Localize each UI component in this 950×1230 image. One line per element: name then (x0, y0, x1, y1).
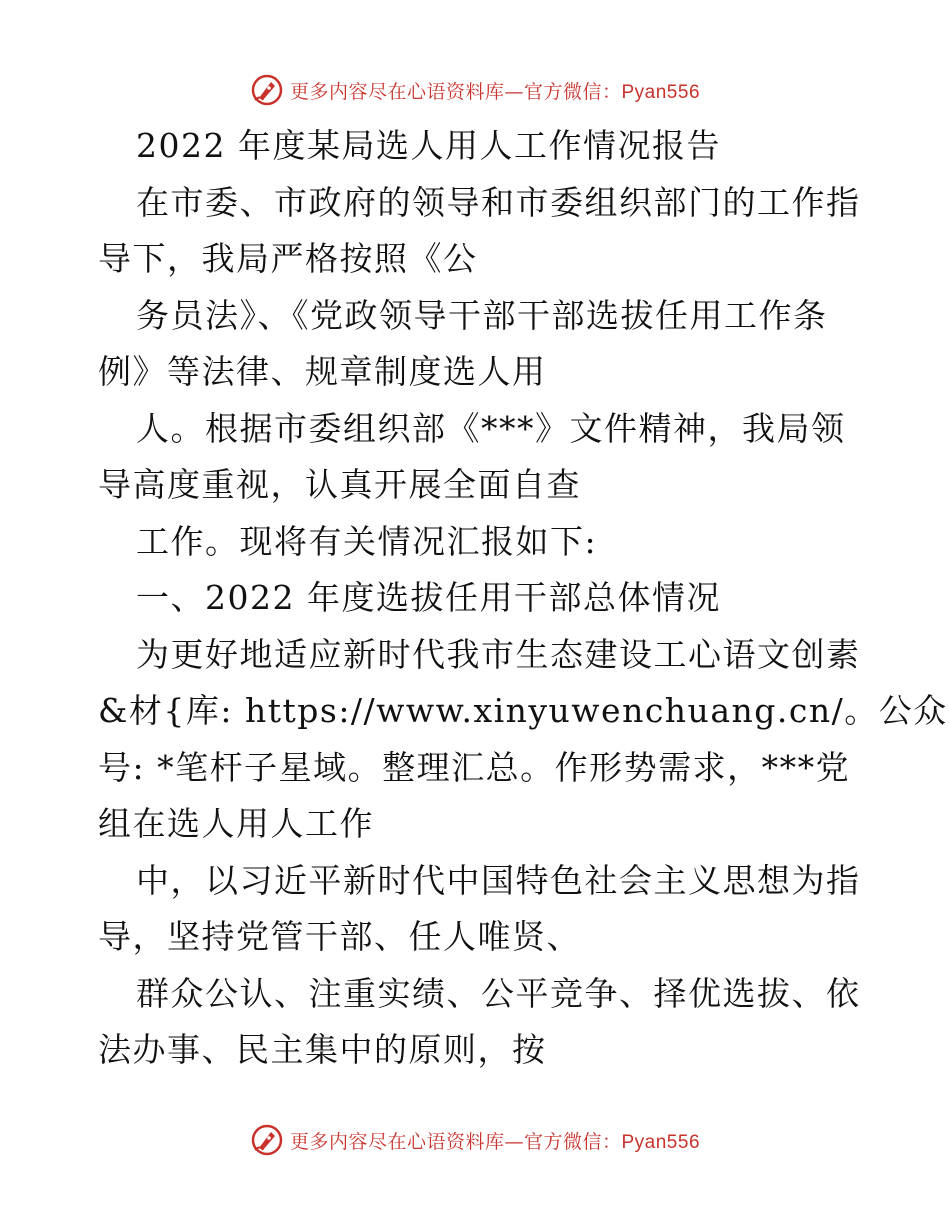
document-line: 在市委、市政府的领导和市委组织部门的工作指 (136, 182, 861, 222)
document-line: 例》等法律、规章制度选人用 (98, 352, 547, 391)
document-line: 组在选人用人工作 (98, 804, 374, 843)
document-line: 人。根据市委组织部《***》文件精神，我局领 (136, 408, 846, 448)
document-line: 中，以习近平新时代中国特色社会主义思想为指 (136, 860, 861, 900)
document-line: 2022 年度某局选人用人工作情况报告 (136, 126, 721, 165)
document-line: 法办事、民主集中的原则，按 (98, 1030, 547, 1069)
banner-text: 更多内容尽在心语资料库—官方微信：Pyan556 (289, 1130, 701, 1153)
document-line: &材{库: https://www.xinyuwenchuang.cn/。公众 (98, 691, 948, 730)
document-line: 为更好地适应新时代我市生态建设工心语文创素 (136, 634, 861, 674)
document-line: 导高度重视，认真开展全面自查 (98, 465, 581, 504)
wechat-id: Pyan556 (621, 1131, 701, 1153)
document-body (98, 118, 948, 1079)
footer-banner (0, 1120, 950, 1160)
document-line: 导下，我局严格按照《公 (98, 239, 478, 278)
document-line: 一、2022 年度选拔任用干部总体情况 (136, 578, 721, 617)
document-line: 务员法》、《党政领导干部干部选拔任用工作条 (136, 295, 828, 335)
banner-text: 更多内容尽在心语资料库—官方微信：Pyan556 (289, 80, 701, 103)
document-line: 工作。现将有关情况汇报如下: (136, 521, 598, 561)
document-line: 导，坚持党管干部、任人唯贤、 (98, 917, 581, 956)
wechat-id: Pyan556 (621, 81, 701, 103)
pen-nib-logo-icon (250, 1123, 284, 1157)
document-line: 群众公认、注重实绩、公平竞争、择优选拔、依 (136, 973, 861, 1013)
header-banner (0, 70, 950, 110)
document-line: 号: *笔杆子星域。整理汇总。作形势需求，***党 (98, 747, 851, 787)
pen-nib-logo-icon (250, 73, 284, 107)
